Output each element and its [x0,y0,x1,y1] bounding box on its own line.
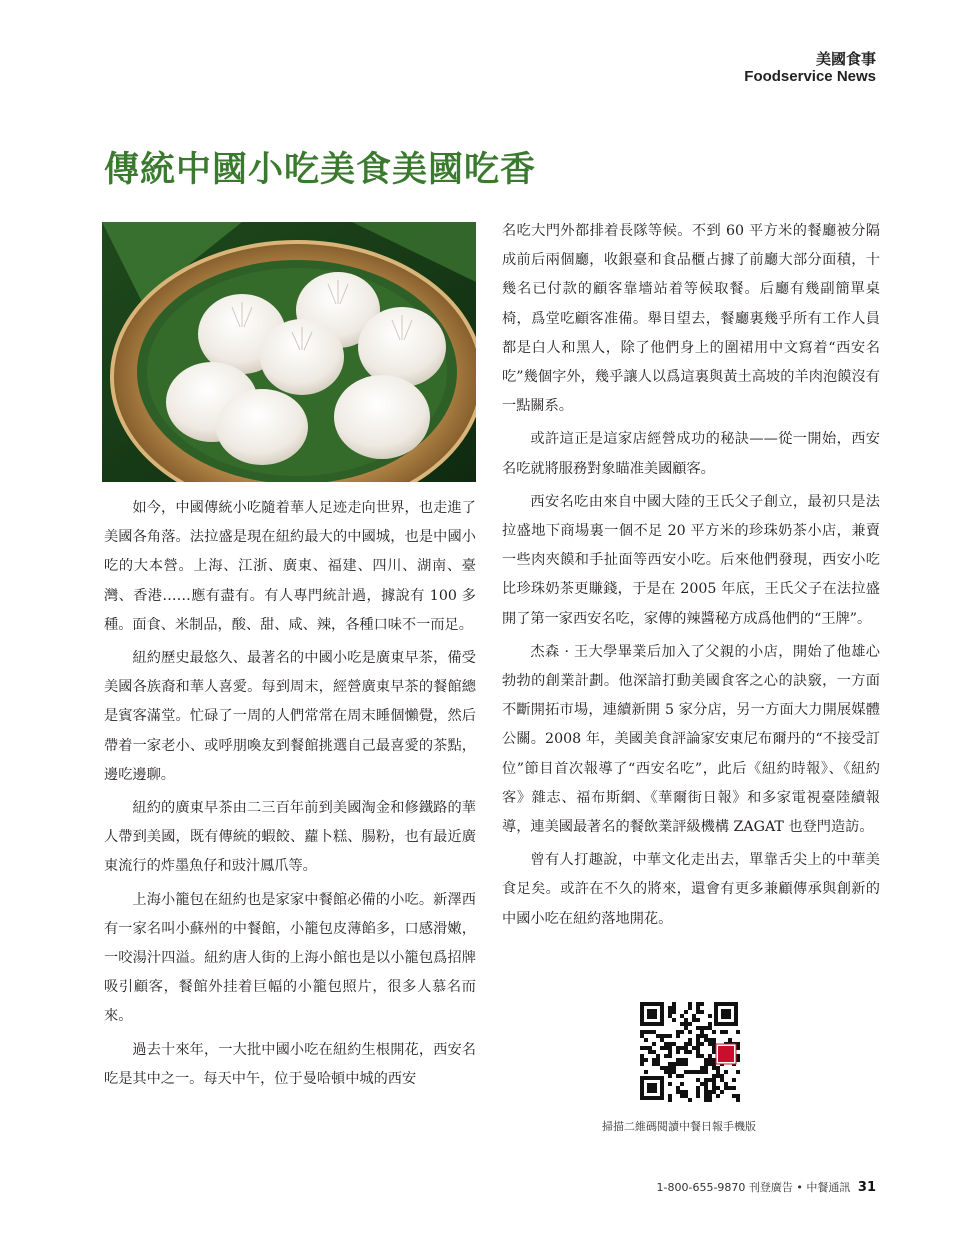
section-title-en: Foodservice News [744,68,876,85]
qr-caption: 掃描二維碼閱讀中餐日報手機版 [602,1120,756,1133]
paragraph: 紐約的廣東早茶由二三百年前到美國淘金和修鐵路的華人帶到美國，既有傳統的蝦餃、蘿卜糕、腸粉，也有最近廣東流行的炸墨魚仔和豉汁鳳爪等。 [104,800,476,875]
paragraph-continued: 名吃大門外都排着長隊等候。不到 60 平方米的餐廳被分隔成前后兩個廳，收銀臺和食品櫃占據了前廳大部分面積，十幾名已付款的顧客靠墻站着等候取餐。后廳有幾副簡單桌椅，爲堂吃顧客准備。舉目望去，餐廳裏幾乎所有工作人員都是白人和黑人，除了他們身上的圍裙用中文寫着“西安名吃”幾個字外，幾乎讓人以爲這裏與黃土高坡的羊肉泡饃沒有一點關系。 [502,223,880,415]
page-footer [657,1179,876,1195]
left-column [104,494,476,1098]
article-photo [102,222,476,482]
article-title: 傳統中國小吃美食美國吃香 [104,149,537,190]
footer-phone: 1-800-655-9870 [656,1181,746,1194]
qr-code[interactable] [638,1000,740,1102]
paragraph: 上海小籠包在紐約也是家家中餐館必備的小吃。新澤西有一家名叫小蘇州的中餐館，小籠包皮薄餡多，口感滑嫩，一咬湯汁四溢。紐約唐人街的上海小館也是以小籠包爲招牌吸引顧客，餐館外挂着巨幅的小籠包照片，很多人慕名而來。 [104,891,476,1025]
paragraph: 西安名吃由來自中國大陸的王氏父子創立，最初只是法拉盛地下商場裏一個不足 20 平方米的珍珠奶茶小店，兼賣一些肉夾饃和手扯面等西安小吃。后來他們發現，西安小吃比珍珠奶茶更賺錢，于是在 2005 年底，王氏父子在法拉盛開了第一家西安名吃，家傳的辣醬秘方成爲他們的“王牌”。 [502,493,880,627]
page-number: 31 [857,1180,876,1195]
footer-text: 刊登廣告 • 中餐通訊 [748,1181,851,1194]
paragraph: 或許這正是這家店經營成功的秘訣——從一開始，西安名吃就將服務對象瞄准美國顧客。 [502,431,880,477]
paragraph: 紐約歷史最悠久、最著名的中國小吃是廣東早茶，備受美國各族裔和華人喜愛。每到周末，經營廣東早茶的餐館總是賓客滿堂。忙碌了一周的人們常常在周末睡個懶覺，然后帶着一家老小、或呼朋喚友到餐館挑選自己最喜愛的茶點，邊吃邊聊。 [104,650,476,783]
paragraph: 杰森 · 王大學畢業后加入了父親的小店，開始了他雄心勃勃的創業計劃。他深諳打動美國食客之心的訣竅，一方面不斷開拓市場，連續新開 5 家分店，另一方面大力開展媒體公關。2008 年，美國美食評論家安東尼布爾丹的“不接受訂位”節目首次報導了“西安名吃”，此后《紐約時報》、《紐約客》雜志、福布斯網、《華爾街日報》和多家電視臺陸續報導，連美國最著名的餐飲業評級機構 ZAGAT 也登門造訪。 [502,643,880,836]
paragraph: 過去十來年，一大批中國小吃在紐約生根開花，西安名吃是其中之一。每天中午，位于曼哈頓中城的西安 [104,1041,476,1087]
paragraph: 如今，中國傳統小吃隨着華人足迹走向世界，也走進了美國各角落。法拉盛是現在紐約最大的中國城，也是中國小吃的大本營。上海、江浙、廣東、福建、四川、湖南、臺灣、香港……應有盡有。有人專門統計過，據說有 100 多種。面食、米制品，酸、甜、咸、辣，各種口味不一而足。 [104,500,476,633]
paragraph: 曾有人打趣說，中華文化走出去，單靠舌尖上的中華美食足矣。或許在不久的將來，還會有更多兼顧傳承與創新的中國小吃在紐約落地開花。 [502,852,880,927]
section-title-cn: 美國食事 [815,50,876,68]
right-column [502,217,880,938]
